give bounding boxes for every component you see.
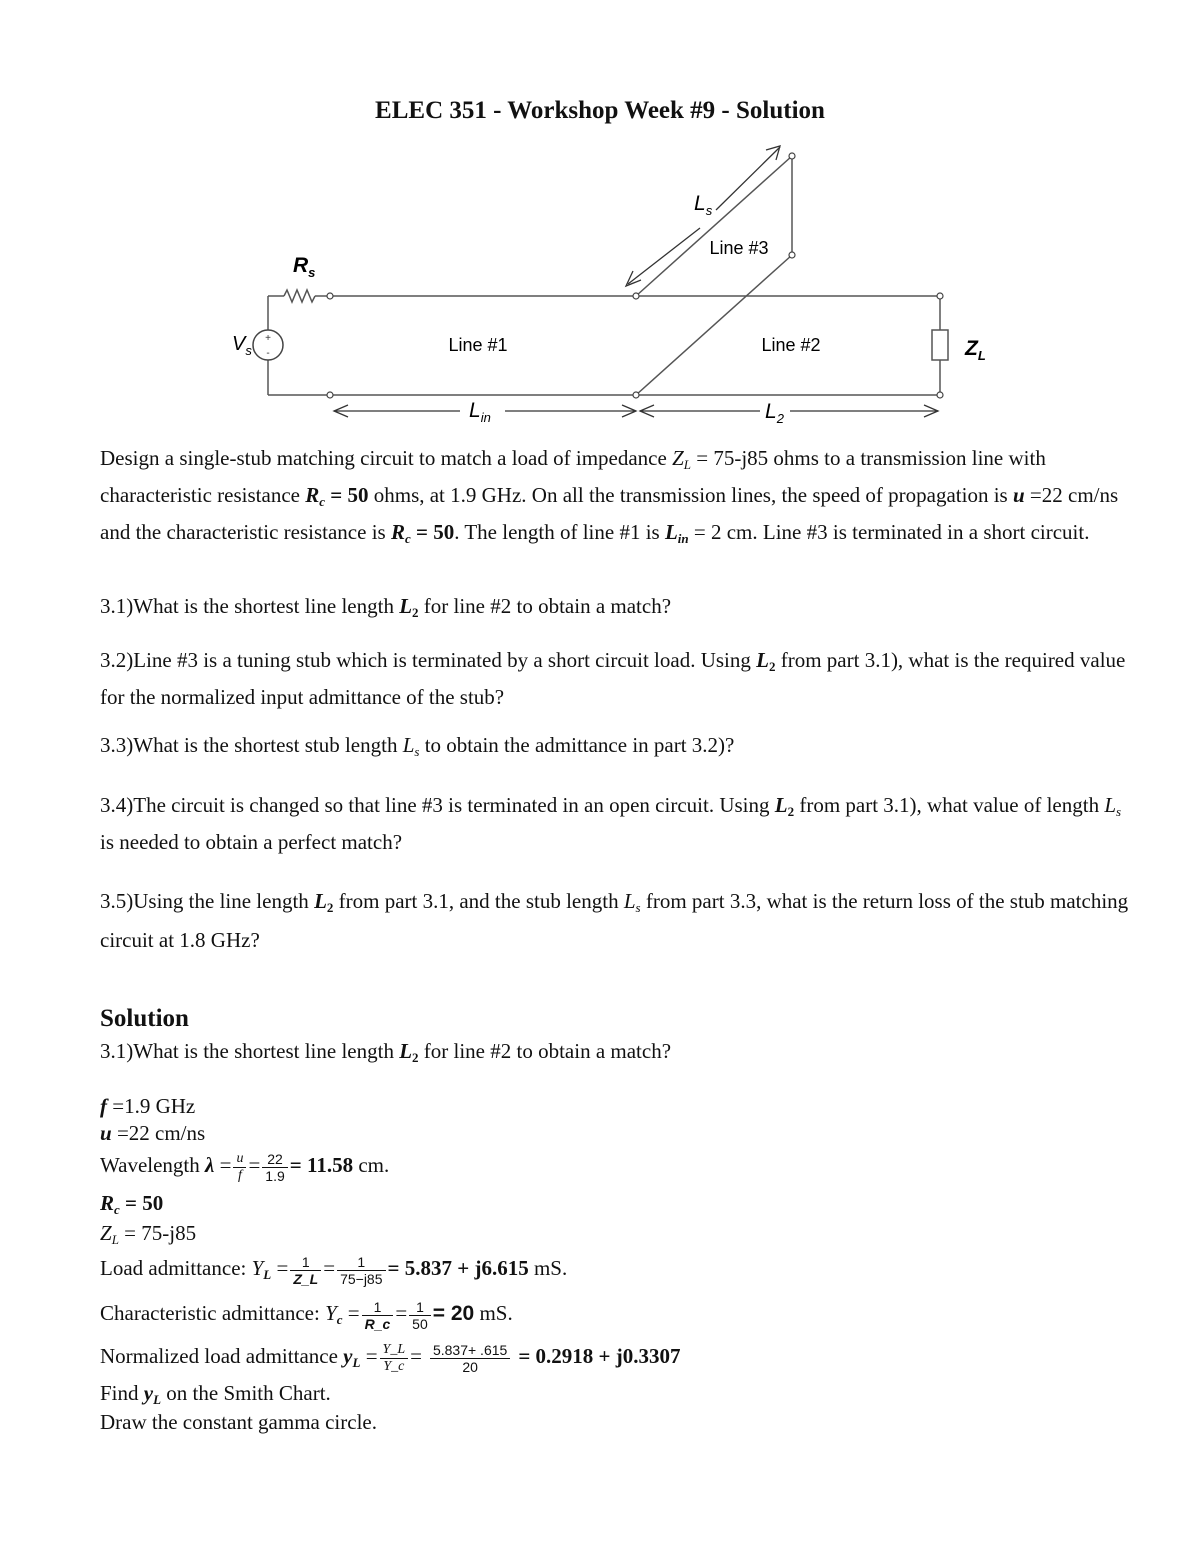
- ls-label: $L_s$: [694, 192, 713, 218]
- vs-label: $V_s$: [232, 333, 252, 358]
- load-zl: [932, 330, 948, 360]
- svg-text:+: +: [265, 333, 271, 344]
- line3-label: Line #3: [709, 238, 769, 258]
- normalized-admittance-line: Normalized load admittance $y_L$ = $\frac{Y\_L}{Y\_c}$ = $\frac{5.837+ .615}{20}$ = 0.2918 + j0.3307: [100, 1341, 681, 1375]
- question-3-1: 3.1)What is the shortest line length $L_2$ for line #2 to obtain a match?: [100, 594, 672, 620]
- page-title: ELEC 351 - Workshop Week #9 - Solution: [375, 97, 825, 124]
- question-3-2: 3.2)Line #3 is a tuning stub which is terminated by a short circuit load. Using $L_2$ from part 3.1), what is the required value for the normalized input admittance of the stub?: [100, 648, 1126, 709]
- line1-label: Line #1: [448, 335, 508, 355]
- zl-line: $Z_L = 75-j85$: [100, 1221, 197, 1247]
- l2-label: $L_2$: [765, 400, 784, 426]
- rc-line: $R_c = 50$: [100, 1191, 164, 1217]
- question-3-3: 3.3)What is the shortest stub length $L_s$ to obtain the admittance in part 3.2)?: [100, 733, 735, 759]
- rs-label: $R_s$: [293, 254, 316, 280]
- solution-question-3-1: 3.1)What is the shortest line length $L_2$ for line #2 to obtain a match?: [100, 1039, 672, 1065]
- solution-heading: Solution: [100, 1005, 189, 1032]
- speed-line: u =22 cm/ns: [100, 1121, 206, 1145]
- load-admittance-line: Load admittance: $Y_L$ = $\frac{1}{Z\_L}$ = $\frac{1}{75-j85}$ = 5.837 + j6.615 mS.: [100, 1253, 568, 1287]
- find-line: Find $y_L$ on the Smith Chart.: [100, 1381, 331, 1407]
- question-3-5: 3.5)Using the line length $L_2$ from part 3.1, and the stub length $L_s$ from part 3.3, what is the return loss of the stub matching circuit at 1.8 GHz?: [100, 889, 1129, 952]
- wavelength-line: Wavelength λ = $\frac{u}{f}$ = $\frac{22}{1.9}$ = 11.58 cm.: [100, 1150, 390, 1184]
- question-3-4: 3.4)The circuit is changed so that line #3 is terminated in an open circuit. Using $L_2$ from part 3.1), what value of length $L_s$ is needed to obtain a perfect match?: [100, 793, 1122, 854]
- char-admittance-line: Characteristic admittance: $Y_c$ = $\frac{1}{R\_c}$ = $\frac{1}{50}$ = 20 mS.: [100, 1298, 513, 1332]
- lin-label: $L_{in}$: [469, 399, 491, 425]
- svg-text:-: -: [266, 348, 270, 359]
- draw-line: Draw the constant gamma circle.: [100, 1410, 377, 1434]
- resistor-rs: [284, 290, 315, 302]
- zl-label: $Z_L$: [965, 337, 986, 363]
- problem-intro: Design a single-stub matching circuit to match a load of impedance $Z_L = 75-j85$ ohms to a transmission line with characteristic resistance $R_c = 50$ ohms, at 1.9 GHz. On all the transmission lines, the speed of propagation is u =22 cm/ns and the characteristic resistance is $R_c = 50$. The length of line #1 is $L_{in} = 2$ cm. Line #3 is terminated in a short circuit.: [100, 446, 1119, 546]
- circuit-diagram: [0, 0, 1200, 440]
- frequency-line: f =1.9 GHz: [100, 1094, 196, 1118]
- line2-label: Line #2: [761, 335, 821, 355]
